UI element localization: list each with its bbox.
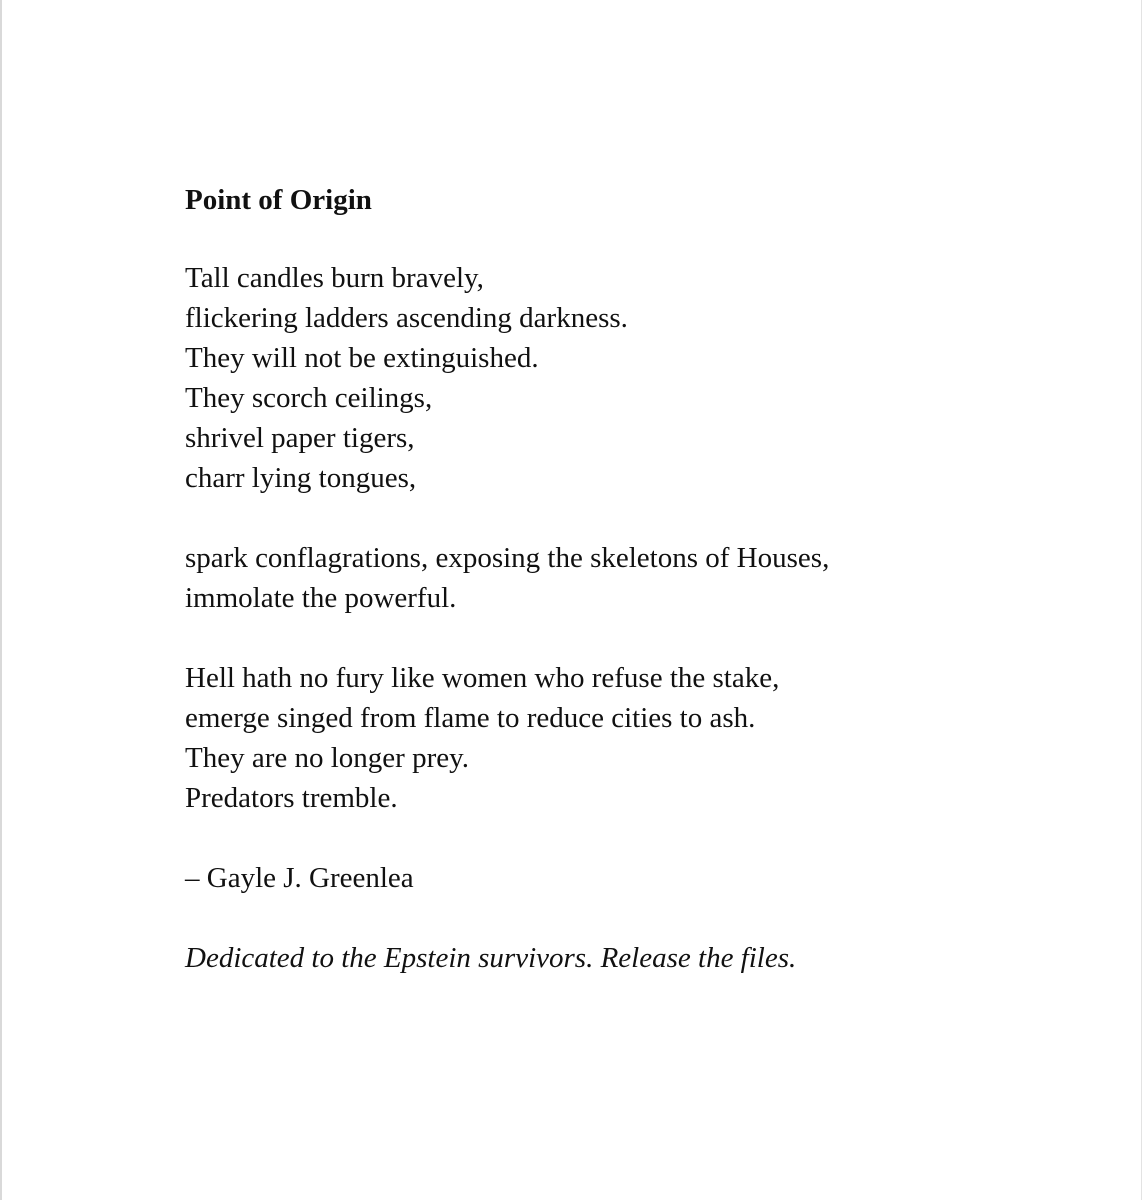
stanza-3 xyxy=(185,658,1085,818)
poem-attribution: – Gayle J. Greenlea xyxy=(185,862,414,894)
poem-line: Tall candles burn bravely, xyxy=(185,262,484,294)
poem-line: flickering ladders ascending darkness. xyxy=(185,302,628,334)
poem-line: They scorch ceilings, xyxy=(185,382,433,414)
poem-title: Point of Origin xyxy=(185,184,372,216)
poem-line: Predators tremble. xyxy=(185,782,398,814)
poem-line: They are no longer prey. xyxy=(185,742,469,774)
poem-line: immolate the powerful. xyxy=(185,582,457,614)
poem-line: emerge singed from flame to reduce cities to ash. xyxy=(185,702,756,734)
poem-line: They will not be extinguished. xyxy=(185,342,539,374)
poem-dedication: Dedicated to the Epstein survivors. Release the files. xyxy=(185,942,797,974)
poem-line: Hell hath no fury like women who refuse the stake, xyxy=(185,662,780,694)
stanza-1 xyxy=(185,258,1085,498)
poem-line: spark conflagrations, exposing the skeletons of Houses, xyxy=(185,542,830,574)
poem xyxy=(185,180,1085,978)
stanza-2 xyxy=(185,538,1085,618)
poem-line: shrivel paper tigers, xyxy=(185,422,415,454)
poem-line: charr lying tongues, xyxy=(185,462,417,494)
